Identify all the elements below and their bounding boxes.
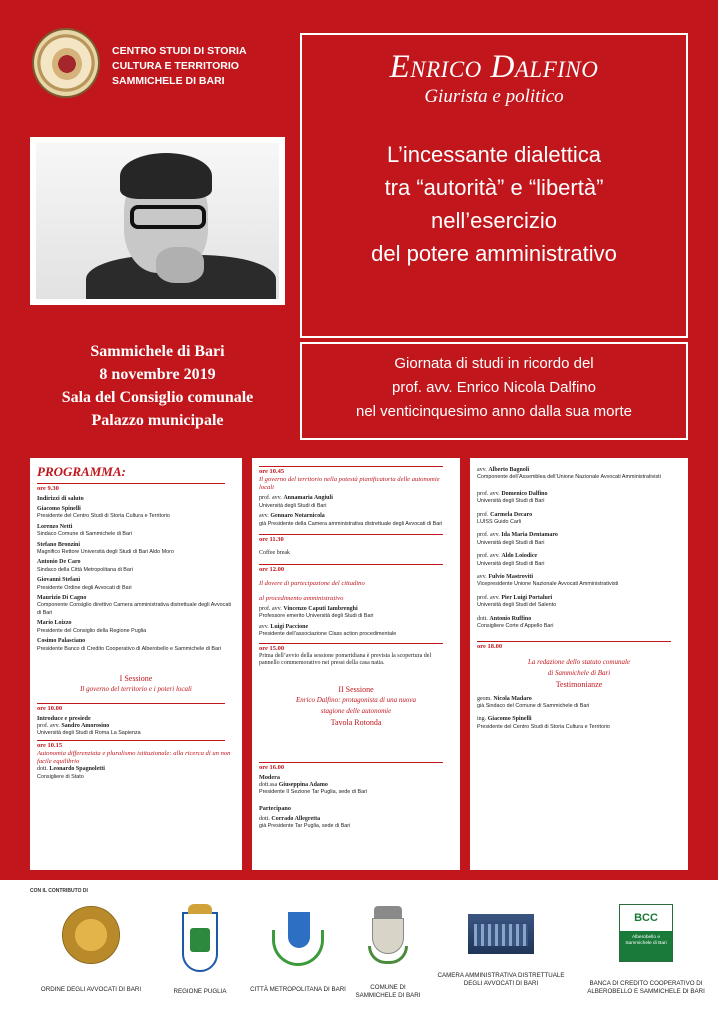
event-subtitle: Giurista e politico (424, 86, 564, 107)
event-name: Enrico Dalfino (389, 49, 599, 85)
metropolitan-city-icon (268, 908, 328, 970)
list-item: prof. avv. Domenico Dalfino Università degli Studi di Bari (477, 490, 548, 505)
time-label: ore 15.00 (259, 643, 443, 653)
list-item: prof. Carmela Decaro LUISS Guido Carli (477, 511, 533, 526)
program-column-1: PROGRAMMA: ore 9.30 Indirizzi di saluto Giacomo Spinelli Presidente del Centro Studi di Storia Cultura e Territorio Lorenzo Netti Sindaco Comune di Sammichele di Bari Stefano Bronzini Magnifico Rettore Università degli Studi di Bari Aldo Moro Antonio De Caro Sindaco della Città Metropolitana di Bari Giovanni Stefanì Presidente Ordine degli Avvocati di Bari Maurizio Di Cagno Componente Consiglio direttivo Camera amministrativa distrettuale degli Avvocati di Bari Mario Loizzo Presidente del Consiglio della Regione Puglia Cosimo Palasciano Presidente Banco di Credito Cooperativo di Alberobello e Sammichele di Bari I Sessione Il governo del territorio e i poteri locali ore 10.00 Introduce e presiede prof. avv. Sandro Amorosino Università degli Studi di Roma La Sapienza ore 10.15 Autonomia differenziata e pluralismo istituzionale: alla ricerca di un non facile equilibrio dott. Leonardo Spagnoletti Consigliere di Stato (30, 458, 242, 870)
list-item: geom. Nicola Madaro già Sindaco del Comune di Sammichele di Bari (477, 695, 590, 709)
contrib-label: CON IL CONTRIBUTO DI (30, 888, 88, 894)
session-title: Testimonianze (555, 679, 603, 689)
list-item: dott. Antonio Ruffino Consigliere Corte d’Appello Bari (477, 615, 554, 630)
list-item: prof. avv. Annamaria Angiuli Università degli Studi di Bari (259, 495, 333, 509)
sponsor-logo: REGIONE PUGLIA (160, 898, 240, 996)
time-label: ore 10.15 (37, 740, 225, 750)
lawyers-order-icon (62, 906, 120, 964)
memory-box: Giornata di studi in ricordo del prof. avv. Enrico Nicola Dalfino nel venticinquesimo anno dalla sua morte (300, 342, 688, 440)
portrait-photo (30, 137, 285, 305)
list-item: Mario Loizzo Presidente del Consiglio della Regione Puglia (37, 620, 147, 634)
list-item: Cosimo Palasciano Presidente Banco di Credito Cooperativo di Alberobello e Sammichele di Bari (37, 638, 221, 652)
centro-studi-name: CENTRO STUDI DI STORIA CULTURA E TERRITORIO SAMMICHELE DI BARI (112, 45, 247, 87)
list-item: prof. avv. Aldo Loiodice Università degli Studi di Bari (477, 553, 545, 567)
time-label: ore 9.30 (37, 483, 225, 493)
time-label: ore 10.45 (259, 466, 443, 476)
list-item: prof. avv. Ida Maria Dentamaro Università degli Studi di Bari (477, 532, 558, 546)
list-item: Maurizio Di Cagno Componente Consiglio direttivo Camera amministrativa distrettuale degli Avvocati di Bari (37, 595, 232, 616)
municipality-crest-icon (368, 906, 408, 966)
sponsor-logo: CITTÀ METROPOLITANA DI BARI (248, 898, 348, 994)
time-label: ore 11.30 (259, 534, 443, 544)
time-label: ore 10.00 (37, 703, 225, 713)
sponsors-footer (0, 880, 718, 1024)
program-column-2: ore 10.45 Il governo del territorio nella potestà pianificatoria delle autonomie locali prof. avv. Annamaria Angiuli Università degli Studi di Bari avv. Gennaro Notarnicola già Presidente della Camera amministrativa distrettuale degli Avvocati di Bari ore 11.30 Coffee break ore 12.00 Il dovere di partecipazione del cittadino al procedimento amministrativo prof. avv. Vincenzo Caputi Iambrenghi Professore emerito Università degli Studi di Bari avv. Luigi Paccione Presidente dell’associazione Class action procedimentale ore 15.00 Prima dell’avvio della sessione pomeridiana è prevista la scopertura del pannello commemorativo nei pressi della casa natia. II Sessione Enrico Dalfino: protagonista di una nuova stagione delle autonomie Tavola Rotonda ore 16.00 Modera dott.ssa Giuseppina Adamo Presidente II Sezione Tar Puglia, sede di Bari Partecipano dott. Corrado Allegretta già Presidente Tar Puglia, sede di Bari (252, 458, 460, 870)
time-label: ore 18.00 (477, 641, 671, 651)
session-title: I Sessione (119, 673, 153, 683)
event-place-date: Sammichele di Bari 8 novembre 2019 Sala del Consiglio comunale Palazzo municipale (61, 343, 254, 429)
event-headline: L’incessante dialettica tra “autorità” e “libertà” nell’esercizio del potere amministrativo (371, 142, 617, 266)
program-column-3: avv. Alberto Bagnoli Componente dell’Assemblea dell’Unione Nazionale Avvocati Amministrativisti prof. avv. Domenico Dalfino Università degli Studi di Bari prof. Carmela Decaro LUISS Guido Carli prof. avv. Ida Maria Dentamaro Università degli Studi di Bari prof. avv. Aldo Loiodice Università degli Studi di Bari avv. Fulvio Mastroviti Vicepresidente Unione Nazionale Avvocati Amministrativisti prof. avv. Pier Luigi Portaluri Università degli Studi del Salento dott. Antonio Ruffino Consigliere Corte d’Appello Bari ore 18.00 La redazione dello statuto comunale di Sammichele di Bari Testimonianze geom. Nicola Madaro già Sindaco del Comune di Sammichele di Bari ing. Giacomo Spinelli Presidente del Centro Studi di Storia Cultura e Territorio (470, 458, 688, 870)
session-title: II Sessione (338, 684, 374, 694)
time-label: ore 16.00 (259, 762, 443, 772)
administrative-chamber-icon (468, 914, 534, 954)
puglia-region-icon (182, 912, 218, 972)
list-item: ing. Giacomo Spinelli Presidente del Centro Studi di Storia Cultura e Territorio (477, 716, 610, 730)
list-item: Giovanni Stefanì Presidente Ordine degli Avvocati di Bari (37, 577, 132, 591)
bcc-bank-icon: BCC Alberobello e Sammichele di Bari (619, 904, 673, 962)
list-item: prof. avv. Vincenzo Caputi Iambrenghi Professore emerito Università degli Studi di Bari (259, 606, 374, 620)
list-item: prof. avv. Pier Luigi Portaluri Università degli Studi del Salento (477, 594, 557, 609)
sponsor-logo: BCC Alberobello e Sammichele di Bari BANCA DI CREDITO COOPERATIVO DI ALBEROBELLO E SAMMICHELE DI BARI (578, 898, 714, 996)
program-heading: PROGRAMMA: (37, 464, 126, 479)
sponsor-logo: ORDINE DEGLI AVVOCATI DI BARI (36, 898, 146, 994)
centro-studi-seal-icon (32, 28, 100, 98)
list-item: avv. Luigi Paccione Presidente dell’associazione Class action procedimentale (259, 623, 397, 638)
sponsor-logo: CAMERA AMMINISTRATIVA DISTRETTUALE DEGLI AVVOCATI DI BARI (428, 898, 574, 988)
list-item: Antonio De Caro Sindaco della Città Metropolitana di Bari (37, 559, 133, 573)
list-item: Giacomo Spinelli Presidente del Centro Studi di Storia Cultura e Territorio (37, 506, 170, 520)
sponsor-logo: COMUNE DI SAMMICHELE DI BARI (350, 898, 426, 1000)
list-item: Lorenzo Netti Sindaco Comune di Sammichele di Bari (37, 523, 132, 538)
time-label: ore 12.00 (259, 564, 443, 574)
list-item: avv. Gennaro Notarnicola già Presidente della Camera amministrativa distrettuale degli Avvocati di Bari (259, 513, 443, 527)
list-item: avv. Fulvio Mastroviti Vicepresidente Unione Nazionale Avvocati Amministrativisti (477, 574, 619, 588)
list-item: avv. Alberto Bagnoli Componente dell’Assemblea dell’Unione Nazionale Avvocati Amministrativisti (477, 467, 661, 481)
title-box (300, 33, 688, 338)
list-item: Stefano Bronzini Magnifico Rettore Università degli Studi di Bari Aldo Moro (37, 541, 174, 556)
